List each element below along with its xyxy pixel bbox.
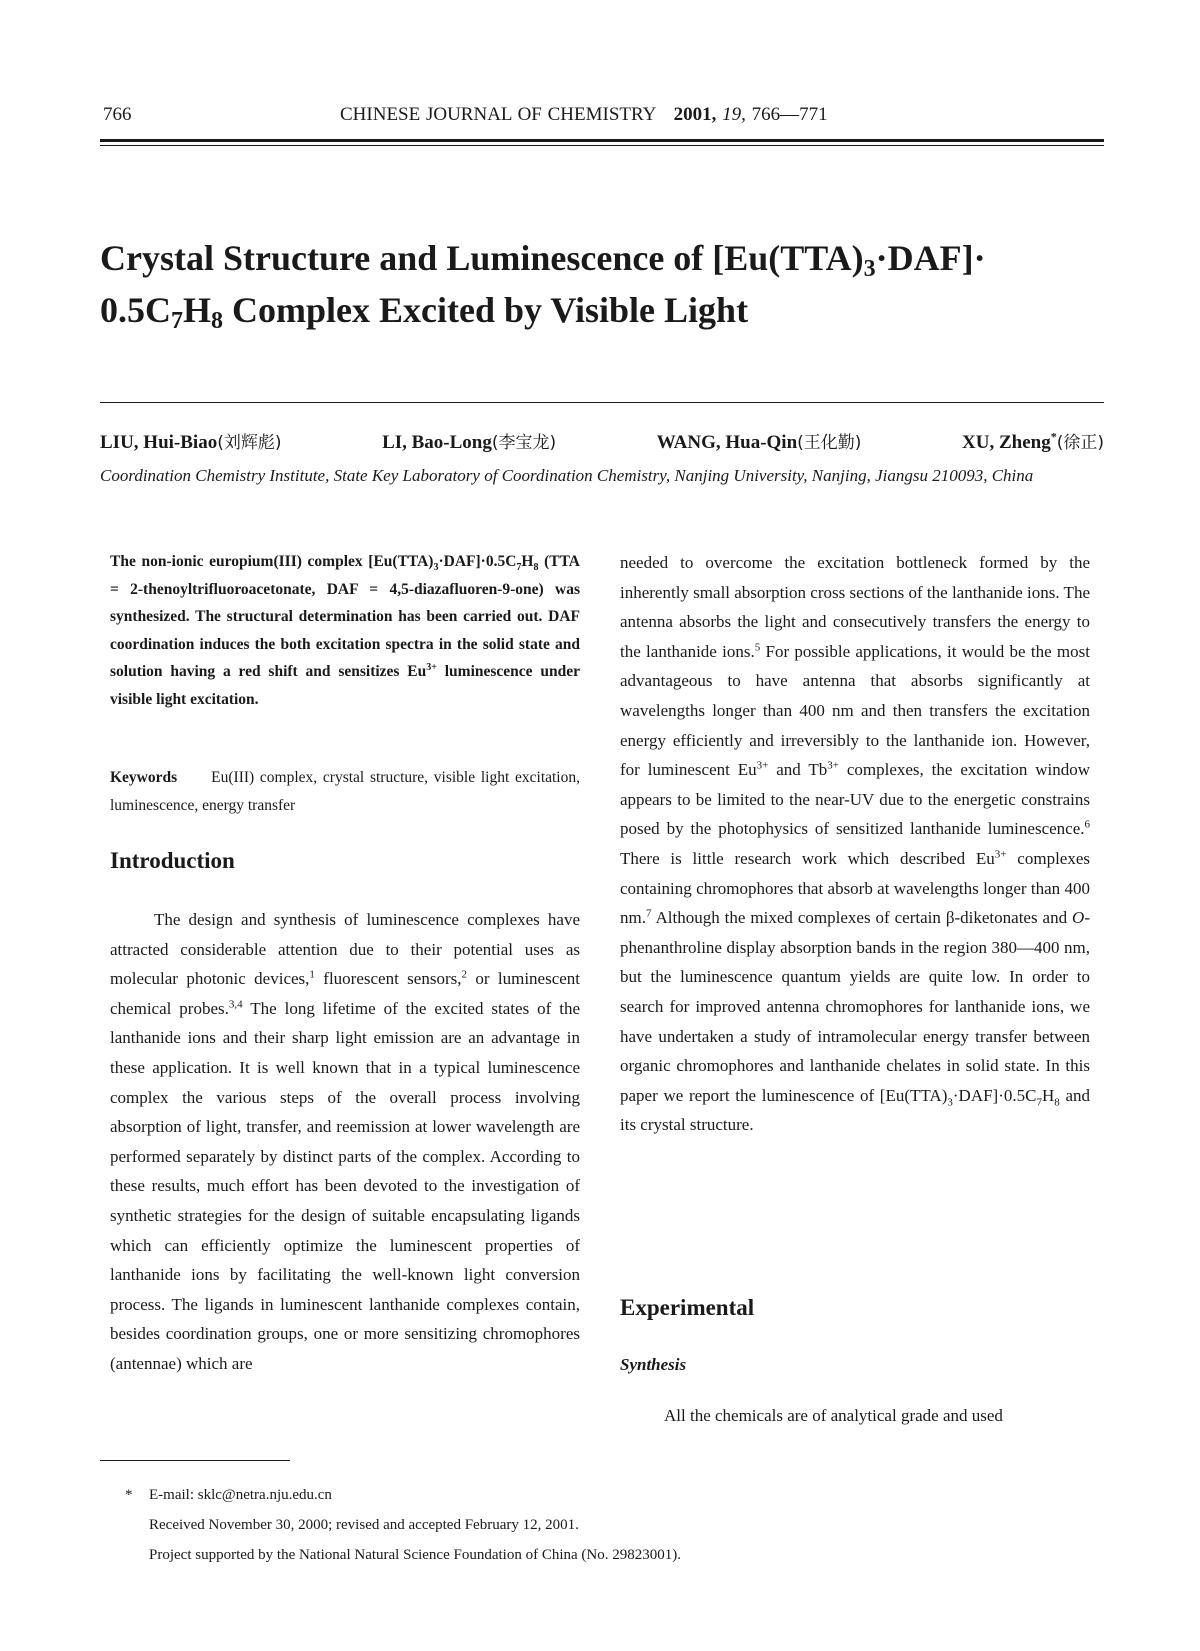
experimental-paragraph: All the chemicals are of analytical grade and used bbox=[664, 1406, 1003, 1425]
journal-name: CHINESE JOURNAL OF CHEMISTRY bbox=[340, 104, 657, 125]
footnote-rule bbox=[100, 1460, 290, 1461]
synthesis-subheading: Synthesis bbox=[620, 1355, 687, 1374]
journal-pages: 766—771 bbox=[751, 104, 828, 125]
affiliation: Coordination Chemistry Institute, State Key Laboratory of Coordination Chemistry, Nanjing University, Nanjing, Jiangsu 210093, China bbox=[100, 466, 1034, 485]
footnote-email: * E-mail: sklc@netra.nju.edu.cn bbox=[125, 1487, 332, 1503]
introduction-paragraph: The design and synthesis of luminescence complexes have attracted considerable attention due to their potential uses as molecular photonic devices,$^1$ fluorescent sensors,$^2$ or luminescent chemical probes.$^{3,4}$ The long lifetime of the excited states of the lanthanide ions and their sharp light emission are an advantage in these application. It is well known that in a typical luminescence complex the various steps of the overall process involving absorption of light, transfer, and reemission at lower wavelength are performed separately by distinct parts of the complex. According to these results, much effort has been devoted to the investigation of synthetic strategies for the design of suitable encapsulating ligands which can efficiently optimize the luminescent properties of lanthanide ions by facilitating the well-known light conversion process. The ligands in luminescent lanthanide complexes contain, besides coordination groups, one or more sensitizing chromophores (antennae) which are bbox=[110, 910, 581, 1373]
author: LI, Bao-Long(李宝龙) bbox=[382, 432, 557, 453]
title-line-2: $0.5C_7H_8$ Complex Excited by Visible Light bbox=[100, 290, 749, 334]
journal-volume: 19, bbox=[722, 104, 746, 125]
author-corresponding: XU, Zheng*(徐正) bbox=[962, 429, 1104, 453]
footnotes bbox=[125, 1480, 1025, 1570]
journal-header bbox=[340, 104, 828, 126]
keywords-text: Eu(III) complex, crystal structure, visible light excitation, luminescence, energy transfer bbox=[110, 769, 580, 814]
title-rule bbox=[100, 402, 1104, 403]
title-line-1: Crystal Structure and Luminescence of $[Eu(TTA)_3\cdot DAF]\cdot$ bbox=[100, 238, 986, 282]
keywords bbox=[110, 764, 580, 819]
experimental-heading: Experimental bbox=[620, 1295, 755, 1320]
header-rule-thick bbox=[100, 139, 1104, 142]
page-number: 766 bbox=[103, 104, 132, 125]
introduction-body bbox=[110, 905, 580, 1379]
right-column-body bbox=[620, 548, 1090, 1140]
author: WANG, Hua-Qin(王化勤) bbox=[656, 432, 862, 453]
introduction-continued: needed to overcome the excitation bottleneck formed by the inherently small absorption cross sections of the lanthanide ions. The antenna absorbs the light and consecutively transfers the energy to the lanthanide ions.$^5$ For possible applications, it would be the most advantageous to have antenna that absorbs significantly at wavelengths longer than 400 nm and then transfers the excitation energy efficiently and irreversibly to the lanthanide ion. However, for luminescent $Eu^{3+}$ and $Tb^{3+}$ complexes, the excitation window appears to be limited to the near-UV due to the energetic constrains posed by the photophysics of sensitized lanthanide luminescence.$^6$ There is little research work which described $Eu^{3+}$ complexes containing chromophores that absorb at wavelengths longer than 400 nm.$^7$ Although the mixed complexes of certain β-diketonates and O-phenanthroline display absorption bands in the region 380—400 nm, but the luminescence quantum yields are quite low. In order to search for improved antenna chromophores for lanthanide ions, we have undertaken a study of intramolecular energy transfer between organic chromophores and lanthanide chelates in solid state. In this paper we report the luminescence of $[Eu(TTA)_3\cdot DAF]\cdot 0.5C_7H_8$ and its crystal structure. bbox=[620, 553, 1091, 1135]
experimental-body bbox=[620, 1406, 1003, 1426]
journal-year: 2001, bbox=[673, 104, 717, 125]
keywords-label: Keywords bbox=[110, 769, 178, 786]
header-rule-thin bbox=[100, 145, 1104, 146]
footnote-project: Project supported by the National Natural Science Foundation of China (No. 29823001). bbox=[149, 1547, 681, 1563]
footnote-received: Received November 30, 2000; revised and accepted February 12, 2001. bbox=[149, 1517, 579, 1533]
article-title bbox=[100, 232, 1100, 336]
introduction-heading: Introduction bbox=[110, 848, 235, 873]
abstract: The non-ionic europium(III) complex $[Eu(TTA)_3\cdot DAF]\cdot 0.5C_7H_8$ (TTA = 2-thenoyltrifluoroacetonate, DAF = 4,5-diazafluoren-9-one) was synthesized. The structural determination has been carried out. DAF coordination induces the both excitation spectra in the solid state and solution having a red shift and sensitizes $Eu^{3+}$ luminescence under visible light excitation. bbox=[110, 553, 581, 708]
author: LIU, Hui-Biao(刘辉彪) bbox=[100, 432, 282, 453]
author-list bbox=[100, 428, 1104, 454]
